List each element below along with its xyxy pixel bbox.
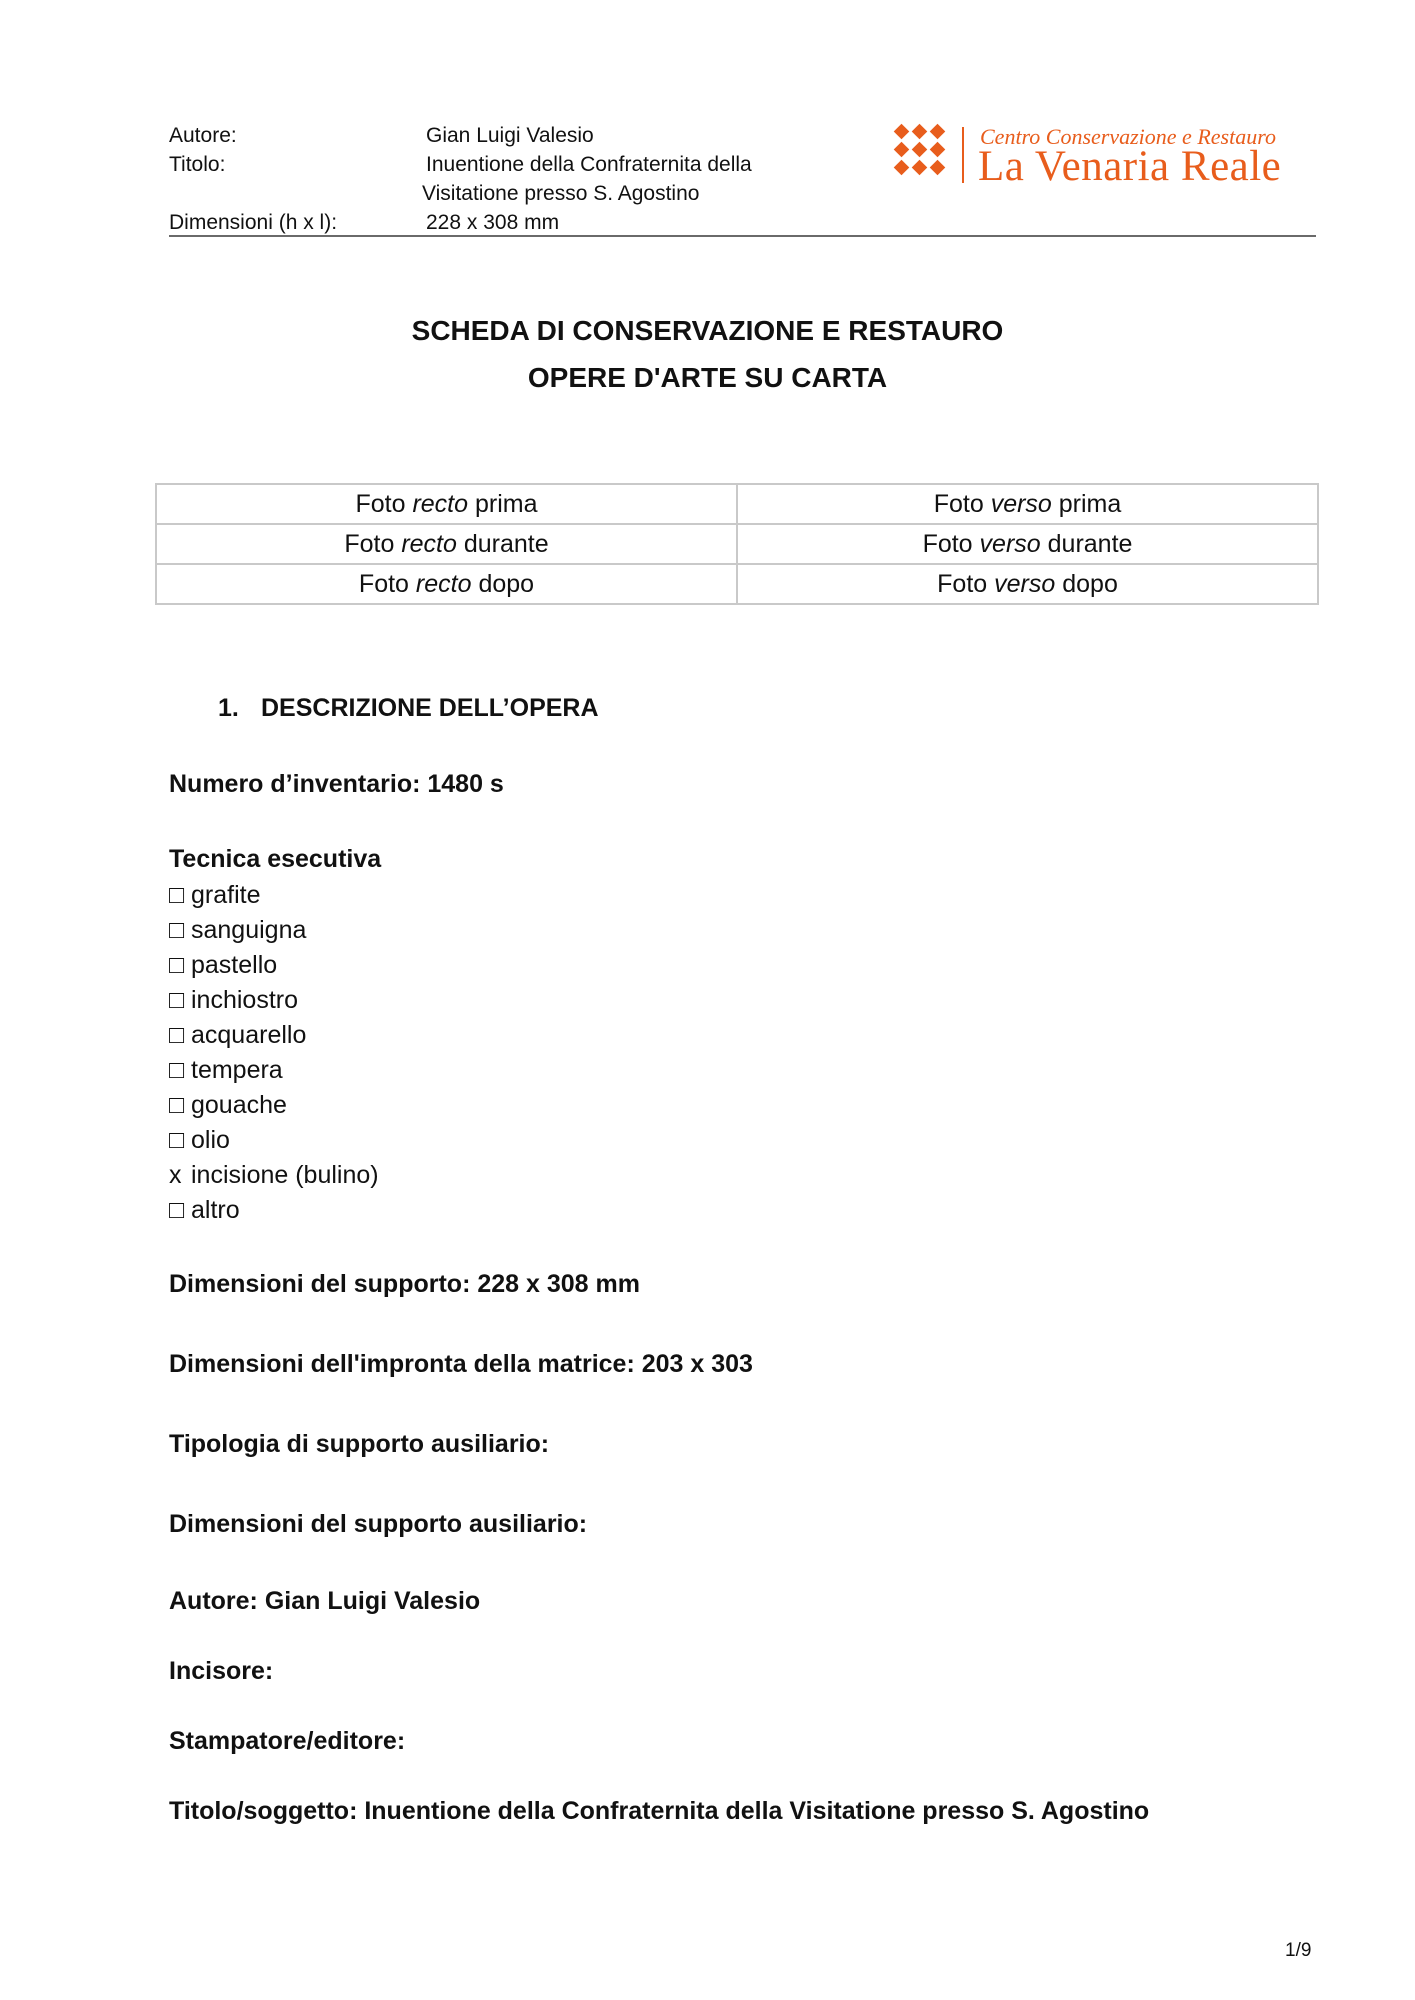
checkbox-icon: □ xyxy=(169,881,185,909)
photo-cell-verso xyxy=(737,484,1318,524)
page-number: 1/9 xyxy=(1285,1940,1312,1961)
photo-cell-side: verso xyxy=(994,569,1056,598)
photo-cell-side: recto xyxy=(415,569,472,598)
technique-item xyxy=(169,913,379,948)
checkbox-icon: □ xyxy=(169,916,185,944)
checkbox-icon: □ xyxy=(169,1126,185,1154)
technique-heading: Tecnica esecutiva xyxy=(169,845,382,873)
technique-label: grafite xyxy=(191,881,261,909)
author-field: Autore: Gian Luigi Valesio xyxy=(169,1587,481,1615)
header-title-value-line2: Visitatione presso S. Agostino xyxy=(422,182,700,205)
photo-table-row xyxy=(156,564,1318,604)
document-title-line2: OPERE D'ARTE SU CARTA xyxy=(527,362,888,393)
title-subject-field: Titolo/soggetto: Inuentione della Confraternita della Visitatione presso S. Agostino xyxy=(169,1797,1150,1825)
venaria-logo-icon xyxy=(892,124,948,180)
technique-list xyxy=(169,878,379,1228)
technique-label: incisione (bulino) xyxy=(191,1161,379,1189)
photo-cell-prefix: Foto xyxy=(937,569,995,598)
photo-cell-phase: prima xyxy=(468,489,538,518)
technique-label: olio xyxy=(191,1126,230,1154)
support-dimensions: Dimensioni del supporto: 228 x 308 mm xyxy=(169,1270,640,1298)
checkbox-icon: □ xyxy=(169,1056,185,1084)
technique-item xyxy=(169,1053,379,1088)
document-title-line1: SCHEDA DI CONSERVAZIONE E RESTAURO xyxy=(411,315,1004,346)
header-dimensions-value: 228 x 308 mm xyxy=(426,211,560,234)
technique-label: pastello xyxy=(191,951,278,979)
technique-label: altro xyxy=(191,1196,240,1224)
technique-label: inchiostro xyxy=(191,986,298,1014)
photo-cell-prefix: Foto xyxy=(933,489,991,518)
logo-divider xyxy=(962,127,964,183)
photo-table-row xyxy=(156,524,1318,564)
photo-cell-phase: durante xyxy=(1040,529,1133,558)
photo-cell-phase: dopo xyxy=(1055,569,1118,598)
checked-mark: x xyxy=(169,1161,182,1189)
technique-item xyxy=(169,1193,379,1228)
checkbox-icon: □ xyxy=(169,1091,185,1119)
photo-cell-prefix: Foto xyxy=(922,529,980,558)
photo-cell-prefix: Foto xyxy=(355,489,413,518)
aux-support-type: Tipologia di supporto ausiliario: xyxy=(169,1430,550,1458)
header-rule xyxy=(169,235,1316,237)
photo-cell-phase: prima xyxy=(1051,489,1122,518)
aux-support-dimensions: Dimensioni del supporto ausiliario: xyxy=(169,1510,588,1538)
printer-publisher-field: Stampatore/editore: xyxy=(169,1727,406,1755)
technique-item xyxy=(169,1088,379,1123)
photo-cell-side: recto xyxy=(401,529,457,558)
photo-cell-prefix: Foto xyxy=(344,529,402,558)
photo-table xyxy=(155,483,1319,605)
engraver-field: Incisore: xyxy=(169,1657,274,1685)
checkbox-icon: □ xyxy=(169,986,185,1014)
technique-label: tempera xyxy=(191,1056,283,1084)
photo-cell-recto xyxy=(156,484,737,524)
checkbox-icon: □ xyxy=(169,1196,185,1224)
logo-name: La Venaria Reale xyxy=(978,143,1282,190)
header-dimensions-label: Dimensioni (h x l): xyxy=(169,211,338,234)
photo-cell-verso xyxy=(737,524,1318,564)
checkbox-icon: □ xyxy=(169,951,185,979)
photo-cell-prefix: Foto xyxy=(358,569,416,598)
technique-item xyxy=(169,1158,379,1193)
logo-subtitle: Centro Conservazione e Restauro xyxy=(980,124,1276,149)
technique-label: gouache xyxy=(191,1091,287,1119)
header-author-label: Autore: xyxy=(169,124,237,147)
photo-cell-phase: durante xyxy=(456,529,549,558)
photo-cell-side: verso xyxy=(979,529,1041,558)
technique-item xyxy=(169,878,379,913)
technique-label: acquarello xyxy=(191,1021,307,1049)
header-author-value: Gian Luigi Valesio xyxy=(426,124,594,147)
section-title: DESCRIZIONE DELL’OPERA xyxy=(261,694,599,722)
technique-label: sanguigna xyxy=(191,916,307,944)
photo-cell-side: verso xyxy=(990,489,1052,518)
header-title-value-line1: Inuentione della Confraternita della xyxy=(426,153,752,176)
technique-item xyxy=(169,1123,379,1158)
technique-item xyxy=(169,983,379,1018)
technique-item xyxy=(169,1018,379,1053)
photo-cell-recto xyxy=(156,564,737,604)
checkbox-icon: □ xyxy=(169,1021,185,1049)
photo-cell-verso xyxy=(737,564,1318,604)
technique-item xyxy=(169,948,379,983)
photo-cell-side: recto xyxy=(412,489,469,518)
plate-mark-dimensions: Dimensioni dell'impronta della matrice: 203 x 303 xyxy=(169,1350,753,1378)
photo-table-row xyxy=(156,484,1318,524)
section-number: 1. xyxy=(218,694,239,722)
photo-cell-phase: dopo xyxy=(471,569,535,598)
header-title-label: Titolo: xyxy=(169,153,226,176)
inventory-number: Numero d’inventario: 1480 s xyxy=(169,770,504,798)
photo-cell-recto xyxy=(156,524,737,564)
